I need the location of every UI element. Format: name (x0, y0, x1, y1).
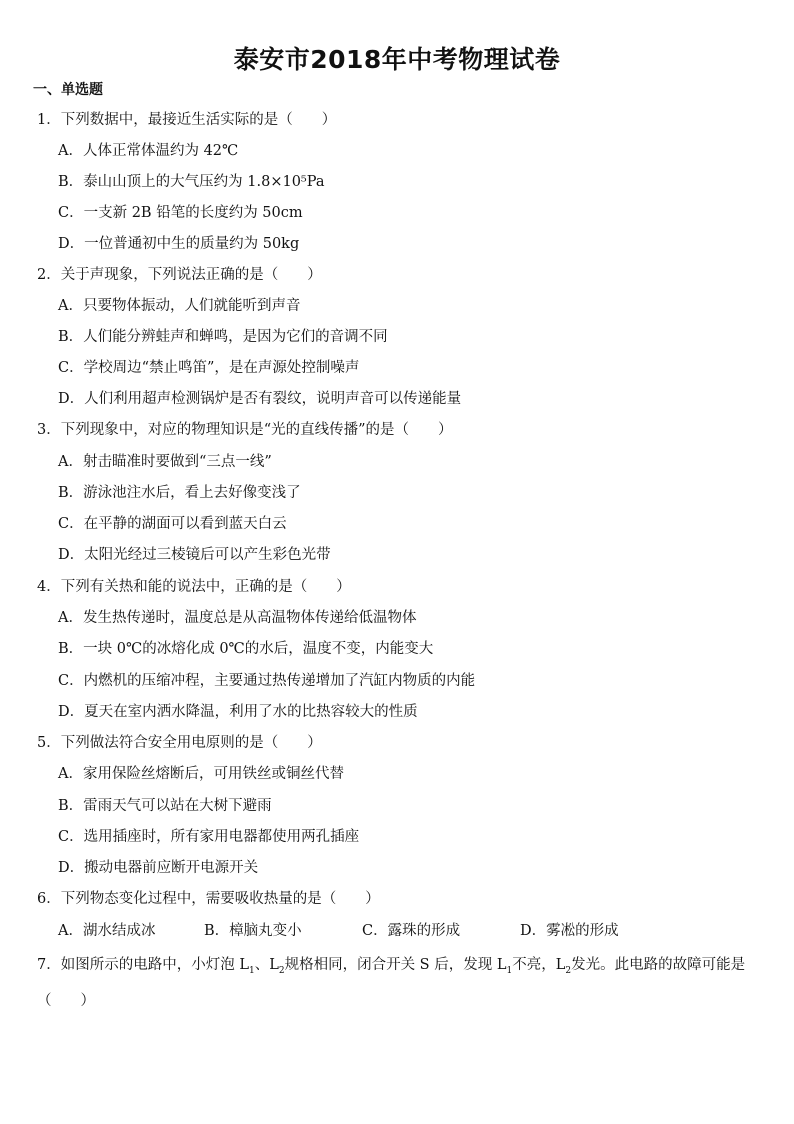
question-3-option-a: A．射击瞄准时要做到“三点一线” (58, 454, 272, 470)
exam-title: 泰安市2018年中考物理试卷 (233, 45, 561, 74)
question-6-option-d: D．雾凇的形成 (520, 923, 619, 939)
question-2-option-c: C．学校周边“禁止鸣笛”，是在声源处控制噪声 (58, 360, 360, 376)
question-3-option-b: B．游泳池注水后，看上去好像变浅了 (58, 485, 301, 501)
question-2-stem: 2．关于声现象，下列说法正确的是（ ） (37, 267, 322, 283)
question-2-option-a: A．只要物体振动，人们就能听到声音 (58, 298, 301, 314)
question-2-option-b: B．人们能分辨蛙声和蝉鸣，是因为它们的音调不同 (58, 329, 388, 345)
question-7-stem: 7．如图所示的电路中，小灯泡 $L_1$、$L_2$规格相同，闭合开关 S 后，发现 $L_1$不亮，$L_2$发光。此电路的故障可能是（ ） (37, 957, 746, 1009)
question-2-option-d: D．人们利用超声检测锅炉是否有裂纹，说明声音可以传递能量 (58, 391, 462, 407)
question-4-option-c: C．内燃机的压缩冲程，主要通过热传递增加了汽缸内物质的内能 (58, 673, 476, 689)
question-1-option-c: C．一支新 2B 铅笔的长度约为 50cm (58, 205, 303, 221)
question-5-option-a: A．家用保险丝熔断后，可用铁丝或铜丝代替 (58, 766, 344, 782)
question-5-option-d: D．搬动电器前应断开电源开关 (58, 860, 259, 876)
question-4-option-a: A．发生热传递时，温度总是从高温物体传递给低温物体 (58, 610, 417, 626)
question-4-stem: 4．下列有关热和能的说法中，正确的是（ ） (37, 579, 351, 595)
section-heading: 一、单选题 (33, 82, 103, 98)
question-6-option-b: B．樟脑丸变小 (204, 923, 302, 939)
question-1-option-d: D．一位普通初中生的质量约为 50kg (58, 236, 300, 252)
question-5-option-b: B．雷雨天气可以站在大树下避雨 (58, 798, 272, 814)
question-6-stem: 6．下列物态变化过程中，需要吸收热量的是（ ） (37, 891, 380, 907)
question-5-stem: 5．下列做法符合安全用电原则的是（ ） (37, 735, 322, 751)
question-1-option-b: B．泰山山顶上的大气压约为 1.8×10⁵Pa (58, 174, 325, 190)
question-5-option-c: C．选用插座时，所有家用电器都使用两孔插座 (58, 829, 360, 845)
question-4-option-d: D．夏天在室内洒水降温，利用了水的比热容较大的性质 (58, 704, 418, 720)
question-6-option-c: C．露珠的形成 (362, 923, 461, 939)
question-6-option-a: A．湖水结成冰 (58, 923, 156, 939)
question-4-option-b: B．一块 0℃的冰熔化成 0℃的水后，温度不变，内能变大 (58, 641, 434, 657)
question-3-option-d: D．太阳光经过三棱镜后可以产生彩色光带 (58, 547, 331, 563)
question-6-options-row (58, 919, 738, 940)
question-1-stem: 1．下列数据中，最接近生活实际的是（ ） (37, 112, 337, 128)
question-1-option-a: A．人体正常体温约为 42℃ (58, 143, 239, 159)
question-3-option-c: C．在平静的湖面可以看到蓝天白云 (58, 516, 287, 532)
question-3-stem: 3．下列现象中，对应的物理知识是“光的直线传播”的是（ ） (37, 422, 453, 438)
